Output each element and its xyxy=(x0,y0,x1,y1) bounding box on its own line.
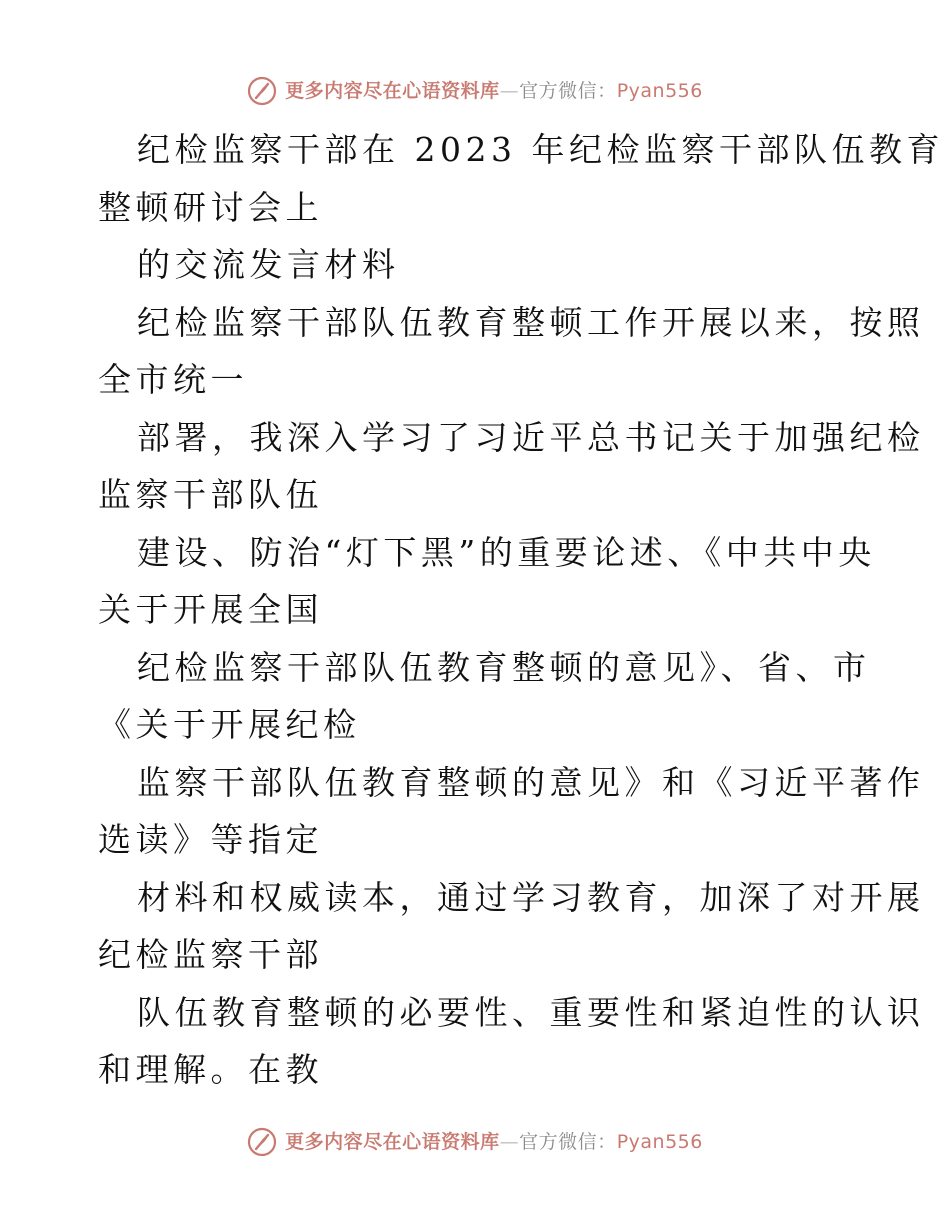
text-line: 全市统一 xyxy=(98,360,248,399)
document-body xyxy=(98,121,944,1099)
watermark-account: Pyan556 xyxy=(616,1131,703,1153)
quill-logo-icon xyxy=(247,76,277,106)
text-line: 纪检监察干部队伍教育整顿的意见》、省、市 xyxy=(137,647,871,687)
quill-logo-icon xyxy=(247,1127,277,1157)
watermark-brand: 更多内容尽在心语资料库 xyxy=(285,80,500,102)
watermark-separator: — xyxy=(499,80,520,102)
text-line: 《关于开展纪检 xyxy=(98,705,361,744)
text-line: 的交流发言材料 xyxy=(137,245,400,284)
text-line: 选读》等指定 xyxy=(98,820,323,859)
header-watermark xyxy=(0,76,950,106)
watermark-account: Pyan556 xyxy=(616,80,703,102)
watermark-label: 官方微信： xyxy=(519,80,617,102)
watermark-text xyxy=(285,79,703,103)
text-line: 队伍教育整顿的必要性、重要性和紧迫性的认识 xyxy=(137,992,925,1032)
text-line: 监察干部队伍教育整顿的意见》和《习近平著作 xyxy=(137,762,925,802)
watermark-label: 官方微信： xyxy=(519,1131,617,1153)
watermark-brand: 更多内容尽在心语资料库 xyxy=(285,1131,500,1153)
text-line: 监察干部队伍 xyxy=(98,475,323,514)
text-line: 材料和权威读本，通过学习教育，加深了对开展 xyxy=(137,877,925,917)
watermark-separator: — xyxy=(499,1131,520,1153)
watermark-text xyxy=(285,1130,703,1154)
text-line: 关于开展全国 xyxy=(98,590,323,629)
text-line: 整顿研讨会上 xyxy=(98,187,323,227)
text-line: 纪检监察干部在 2023 年纪检监察干部队伍教育 xyxy=(137,130,944,169)
text-line: 纪检监察干部队伍教育整顿工作开展以来，按照 xyxy=(137,302,925,342)
footer-watermark xyxy=(0,1127,950,1157)
text-line: 和理解。在教 xyxy=(98,1050,323,1089)
text-line: 建设、防治“灯下黑”的重要论述、《中共中央 xyxy=(137,532,876,572)
text-line: 纪检监察干部 xyxy=(98,935,323,974)
text-line: 部署，我深入学习了习近平总书记关于加强纪检 xyxy=(137,417,925,457)
